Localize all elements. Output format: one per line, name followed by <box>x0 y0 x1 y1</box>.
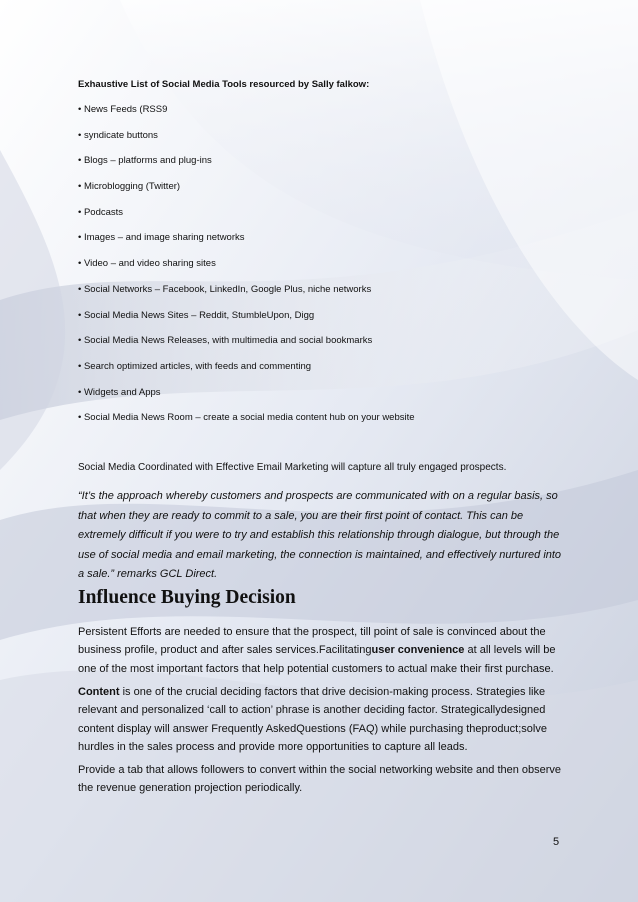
paragraph-provide-tab: Provide a tab that allows followers to convert within the social networking website and then observe the revenue generation projection periodically. <box>78 764 562 795</box>
paragraph-content <box>78 683 568 756</box>
tools-list <box>78 97 415 431</box>
bold-term: user convenience <box>371 644 465 657</box>
list-item: • Microblogging (Twitter) <box>78 181 181 193</box>
list-item: • Social Media News Sites – Reddit, StumbleUpon, Digg <box>78 309 315 321</box>
coordinated-statement: Social Media Coordinated with Effective Email Marketing will capture all truly engaged prospects. <box>78 462 507 473</box>
section-heading: Influence Buying Decision <box>78 587 296 608</box>
paragraph-text: at all levels will be one of the most important factors that help potential customers to actual make their first purchase. <box>78 644 556 675</box>
list-item: • Blogs – platforms and plug-ins <box>78 155 212 167</box>
list-item: • Social Media News Releases, with multimedia and social bookmarks <box>78 335 373 347</box>
list-item: • Podcasts <box>78 206 124 218</box>
page-number: 5 <box>553 836 560 848</box>
quote-block: “It’s the approach whereby customers and prospects are communicated with on a regular basis, so that when they are ready to commit to a sale, you are their first point of contact. This can be extremely difficult if you were to try and establish this relationship through dialogue, but through the use of social media and email marketing, the connection is maintained, and effectively nurtured into a sale.” remarks GCL Direct. <box>78 490 562 580</box>
list-item: • Images – and image sharing networks <box>78 232 245 244</box>
list-item: • Search optimized articles, with feeds and commenting <box>78 360 312 372</box>
list-item: • Widgets and Apps <box>78 386 161 398</box>
list-item: • Social Networks – Facebook, LinkedIn, Google Plus, niche networks <box>78 283 372 295</box>
paragraph-text: is one of the crucial deciding factors that drive decision-making process. Strategies like relevant and personalized ‘call to action’ phrase is another deciding factor. Strategicallydesigned content display will answer Frequently AskedQuestions (FAQ) while purchasing theproduct;solve hurdles in the sales process and provide more opportunities to capture all leads. <box>78 686 547 753</box>
list-item: • syndicate buttons <box>78 129 158 141</box>
list-item: • Video – and video sharing sites <box>78 258 216 270</box>
list-item: • Social Media News Room – create a social media content hub on your website <box>78 412 415 424</box>
list-heading: Exhaustive List of Social Media Tools resourced by Sally falkow: <box>78 79 370 90</box>
paragraph-persistent-efforts <box>78 623 568 678</box>
bold-term: Content <box>78 686 120 698</box>
paragraph-text: Persistent Efforts are needed to ensure that the prospect, till point of sale is convinced about the business profile, product and after sales services.Facilitating <box>78 626 546 657</box>
list-item: • News Feeds (RSS9 <box>78 104 168 115</box>
